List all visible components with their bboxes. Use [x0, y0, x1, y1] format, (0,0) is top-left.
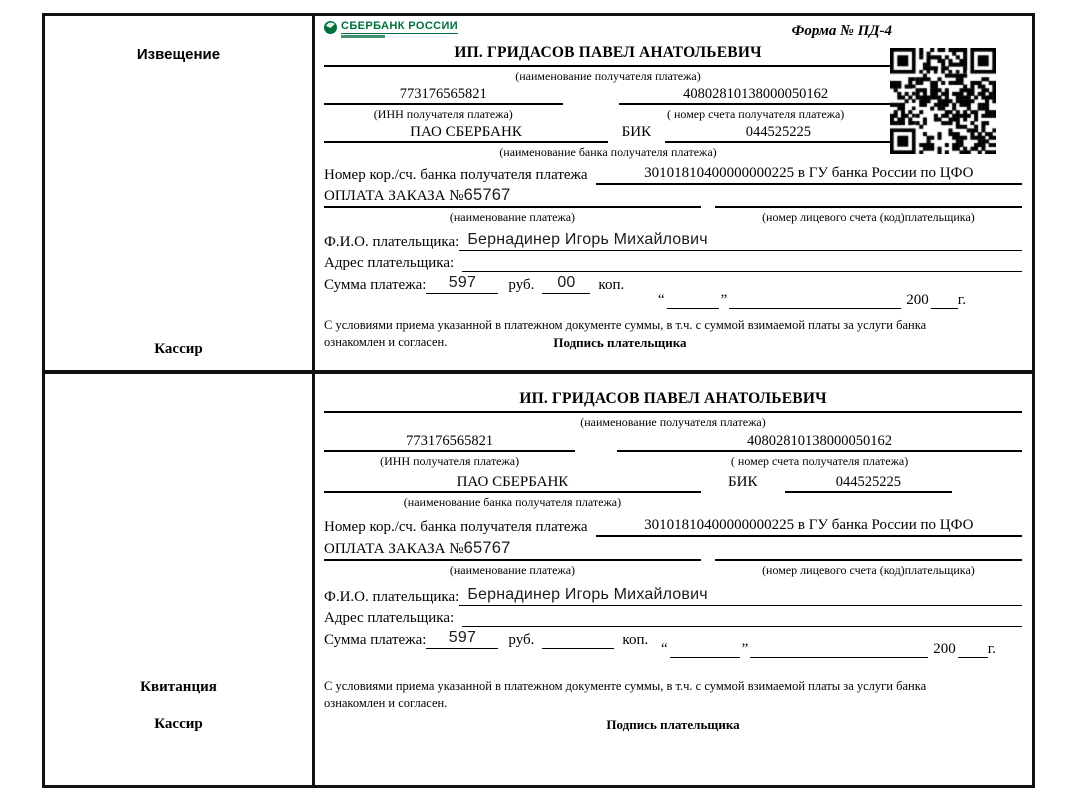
sberbank-logo-icon	[324, 21, 337, 34]
notice-purpose-caption: (наименование платежа)	[449, 210, 576, 224]
notice-payer-address-value	[462, 252, 1022, 272]
notice-recipient-caption: (наименование получателя платежа)	[515, 69, 701, 83]
notice-date-month-field	[729, 292, 901, 309]
notice-date-day-field	[667, 292, 719, 309]
receipt-bank-caption: (наименование банка получателя платежа)	[403, 495, 622, 509]
cashier-label: Кассир	[154, 341, 203, 357]
notice-date-year-field	[931, 292, 958, 309]
receipt-label: Квитанция	[140, 679, 217, 695]
receipt-rub-label: руб.	[508, 632, 535, 648]
notice-corr-account-label: Номер кор./сч. банка получателя платежа	[324, 167, 588, 183]
receipt-corr-account-value: 30101810400000000225 в ГУ банка России по ЦФО	[596, 517, 1022, 537]
receipt-amount-label: Сумма платежа:	[324, 632, 427, 648]
receipt-payer-name-value: Бернадинер Игорь Михайлович	[459, 586, 1022, 606]
notice-inn-caption: (ИНН получателя платежа)	[373, 107, 513, 121]
receipt-signature-label: Подпись плательщика	[606, 716, 740, 732]
receipt-kop-label: коп.	[622, 632, 649, 648]
receipt-payer-address-value	[462, 607, 1022, 627]
notice-kop-label: коп.	[598, 277, 625, 293]
receipt-recipient-caption: (наименование получателя платежа)	[580, 415, 766, 429]
receipt-year-prefix: 200	[933, 641, 956, 657]
notice-bik-label: БИК	[621, 124, 652, 140]
receipt-personal-account-field	[715, 542, 1022, 561]
notice-corr-account-value: 30101810400000000225 в ГУ банка России по ЦФО	[596, 165, 1022, 185]
notice-payer-name-value: Бернадинер Игорь Михайлович	[459, 231, 1022, 251]
notice-amount-kop-value: 00	[542, 274, 590, 294]
receipt-year-suffix: г.	[987, 641, 996, 657]
receipt-account-caption: ( номер счета получателя платежа)	[730, 454, 909, 468]
cashier-label-2: Кассир	[154, 716, 203, 732]
notice-rub-label: руб.	[508, 277, 535, 293]
notice-bank-caption: (наименование банка получателя платежа)	[499, 145, 717, 159]
pd4-form-sheet	[42, 13, 1035, 788]
receipt-order-number: 65767	[463, 539, 511, 557]
receipt-date-field: “ ” 200 г.	[660, 641, 996, 657]
receipt-amount-rub-value: 597	[426, 629, 498, 649]
receipt-bik-label: БИК	[728, 474, 758, 490]
sberbank-logo-tagline	[341, 35, 385, 38]
receipt-amount-kop-value	[542, 630, 614, 649]
notice-year-prefix: 200	[906, 292, 929, 308]
notice-year-suffix: г.	[957, 292, 966, 308]
form-number: Форма № ПД-4	[791, 23, 892, 39]
receipt-payer-address-label: Адрес плательщика:	[324, 610, 455, 626]
notice-date-field: “ ” 200 г.	[657, 292, 966, 308]
receipt-payer-name-label: Ф.И.О. плательщика:	[324, 589, 460, 605]
receipt-date-day-field	[670, 641, 740, 658]
notice-label: Извещение	[136, 46, 221, 63]
receipt-inn-value: 773176565821	[324, 433, 575, 452]
notice-personal-caption: (номер лицевого счета (код)плательщика)	[762, 210, 975, 224]
notice-amount-rub-value: 597	[426, 274, 498, 294]
receipt-bik-value: 044525225	[785, 474, 953, 493]
notice-payer-name-label: Ф.И.О. плательщика:	[324, 234, 460, 250]
notice-personal-account-field	[715, 189, 1022, 208]
receipt-personal-caption: (номер лицевого счета (код)плательщика)	[762, 563, 975, 577]
receipt-agreement-text: С условиями приема указанной в платежном документе суммы, в т.ч. с суммой взимаемой платы за услуги банка	[324, 679, 927, 693]
notice-account-value: 40802810138000050162	[619, 86, 892, 105]
sberbank-logo	[324, 20, 458, 38]
receipt-purpose-caption: (наименование платежа)	[449, 563, 576, 577]
receipt-corr-account-label: Номер кор./сч. банка получателя платежа	[324, 519, 588, 535]
notice-payment-purpose-label: ОПЛАТА ЗАКАЗА №	[324, 188, 464, 204]
receipt-date-month-field	[750, 641, 928, 658]
notice-agreement-text: С условиями приема указанной в платежном документе суммы, в т.ч. с суммой взимаемой платы за услуги банка	[324, 318, 927, 332]
receipt-recipient-name: ИП. ГРИДАСОВ ПАВЕЛ АНАТОЛЬЕВИЧ	[519, 390, 827, 407]
notice-inn-value: 773176565821	[324, 86, 563, 105]
notice-recipient-name: ИП. ГРИДАСОВ ПАВЕЛ АНАТОЛЬЕВИЧ	[454, 44, 762, 61]
notice-form	[315, 16, 1032, 374]
notice-order-number: 65767	[463, 186, 511, 204]
receipt-account-value: 40802810138000050162	[617, 433, 1022, 452]
receipt-form	[315, 374, 1032, 785]
notice-stub	[45, 16, 315, 374]
qr-code	[890, 48, 996, 154]
notice-payer-address-label: Адрес плательщика:	[324, 255, 455, 271]
notice-agreement-text-2: ознакомлен и согласен.	[324, 334, 448, 349]
receipt-payment-purpose-label: ОПЛАТА ЗАКАЗА №	[324, 541, 464, 557]
notice-bik-value: 044525225	[665, 124, 892, 143]
sberbank-logo-text: СБЕРБАНК РОССИИ	[341, 20, 459, 32]
notice-amount-label: Сумма платежа:	[324, 277, 427, 293]
notice-signature-label: Подпись плательщика	[553, 334, 687, 350]
notice-bank-name: ПАО СБЕРБАНК	[324, 124, 608, 143]
receipt-bank-name: ПАО СБЕРБАНК	[324, 474, 701, 493]
receipt-stub	[45, 374, 315, 785]
receipt-inn-caption: (ИНН получателя платежа)	[380, 454, 520, 468]
receipt-agreement-text-2: ознакомлен и согласен.	[324, 695, 448, 710]
notice-account-caption: ( номер счета получателя платежа)	[667, 107, 845, 121]
receipt-date-year-field	[958, 641, 988, 658]
